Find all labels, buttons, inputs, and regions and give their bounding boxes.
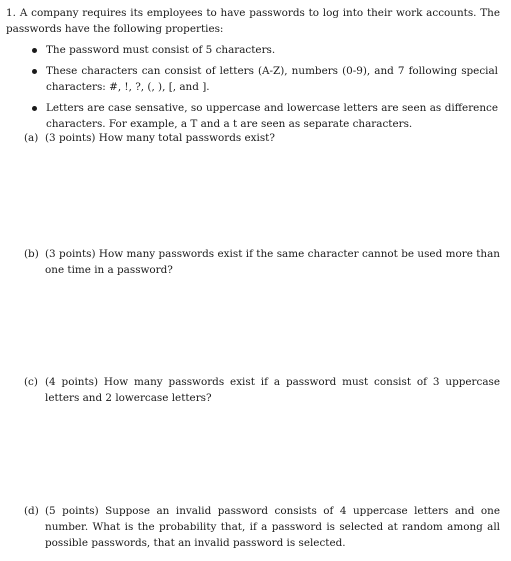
part-label: (d) (24, 505, 39, 517)
problem-intro (6, 5, 500, 37)
bullet-icon (32, 106, 37, 111)
properties-list (28, 42, 498, 137)
part-text: (5 points) Suppose an invalid password consists of 4 uppercase letters and one number. What is the probability that, if a password is selected at random among all possible passwords, that an invalid password is selected. (45, 505, 500, 549)
list-item (28, 100, 498, 132)
part-label: (c) (24, 376, 38, 388)
list-item-text: These characters can consist of letters (A-Z), numbers (0-9), and 7 following special characters: #, !, ?, (, ), [, and ]. (46, 65, 498, 93)
list-item-text: Letters are case sensative, so uppercase and lowercase letters are seen as difference characters. For example, a T and a t are seen as separate characters. (46, 102, 498, 130)
problem-intro-text: A company requires its employees to have passwords to log into their work accounts. The passwords have the following properties: (6, 7, 500, 35)
list-item-text: The password must consist of 5 characters. (46, 44, 276, 56)
bullet-icon (32, 69, 37, 74)
part-text: (3 points) How many total passwords exist? (45, 132, 275, 144)
part-label: (a) (24, 132, 39, 144)
problem-number: 1. (6, 7, 16, 19)
part-text: (4 points) How many passwords exist if a password must consist of 3 uppercase letters and 2 lowercase letters? (45, 376, 500, 404)
question-part-a (24, 130, 500, 146)
list-item (28, 42, 498, 58)
question-part-c (24, 374, 500, 406)
list-item (28, 63, 498, 95)
question-part-b (24, 246, 500, 278)
part-text: (3 points) How many passwords exist if the same character cannot be used more than one time in a password? (45, 248, 500, 276)
question-part-d (24, 503, 500, 551)
part-label: (b) (24, 248, 39, 260)
bullet-icon (32, 48, 37, 53)
